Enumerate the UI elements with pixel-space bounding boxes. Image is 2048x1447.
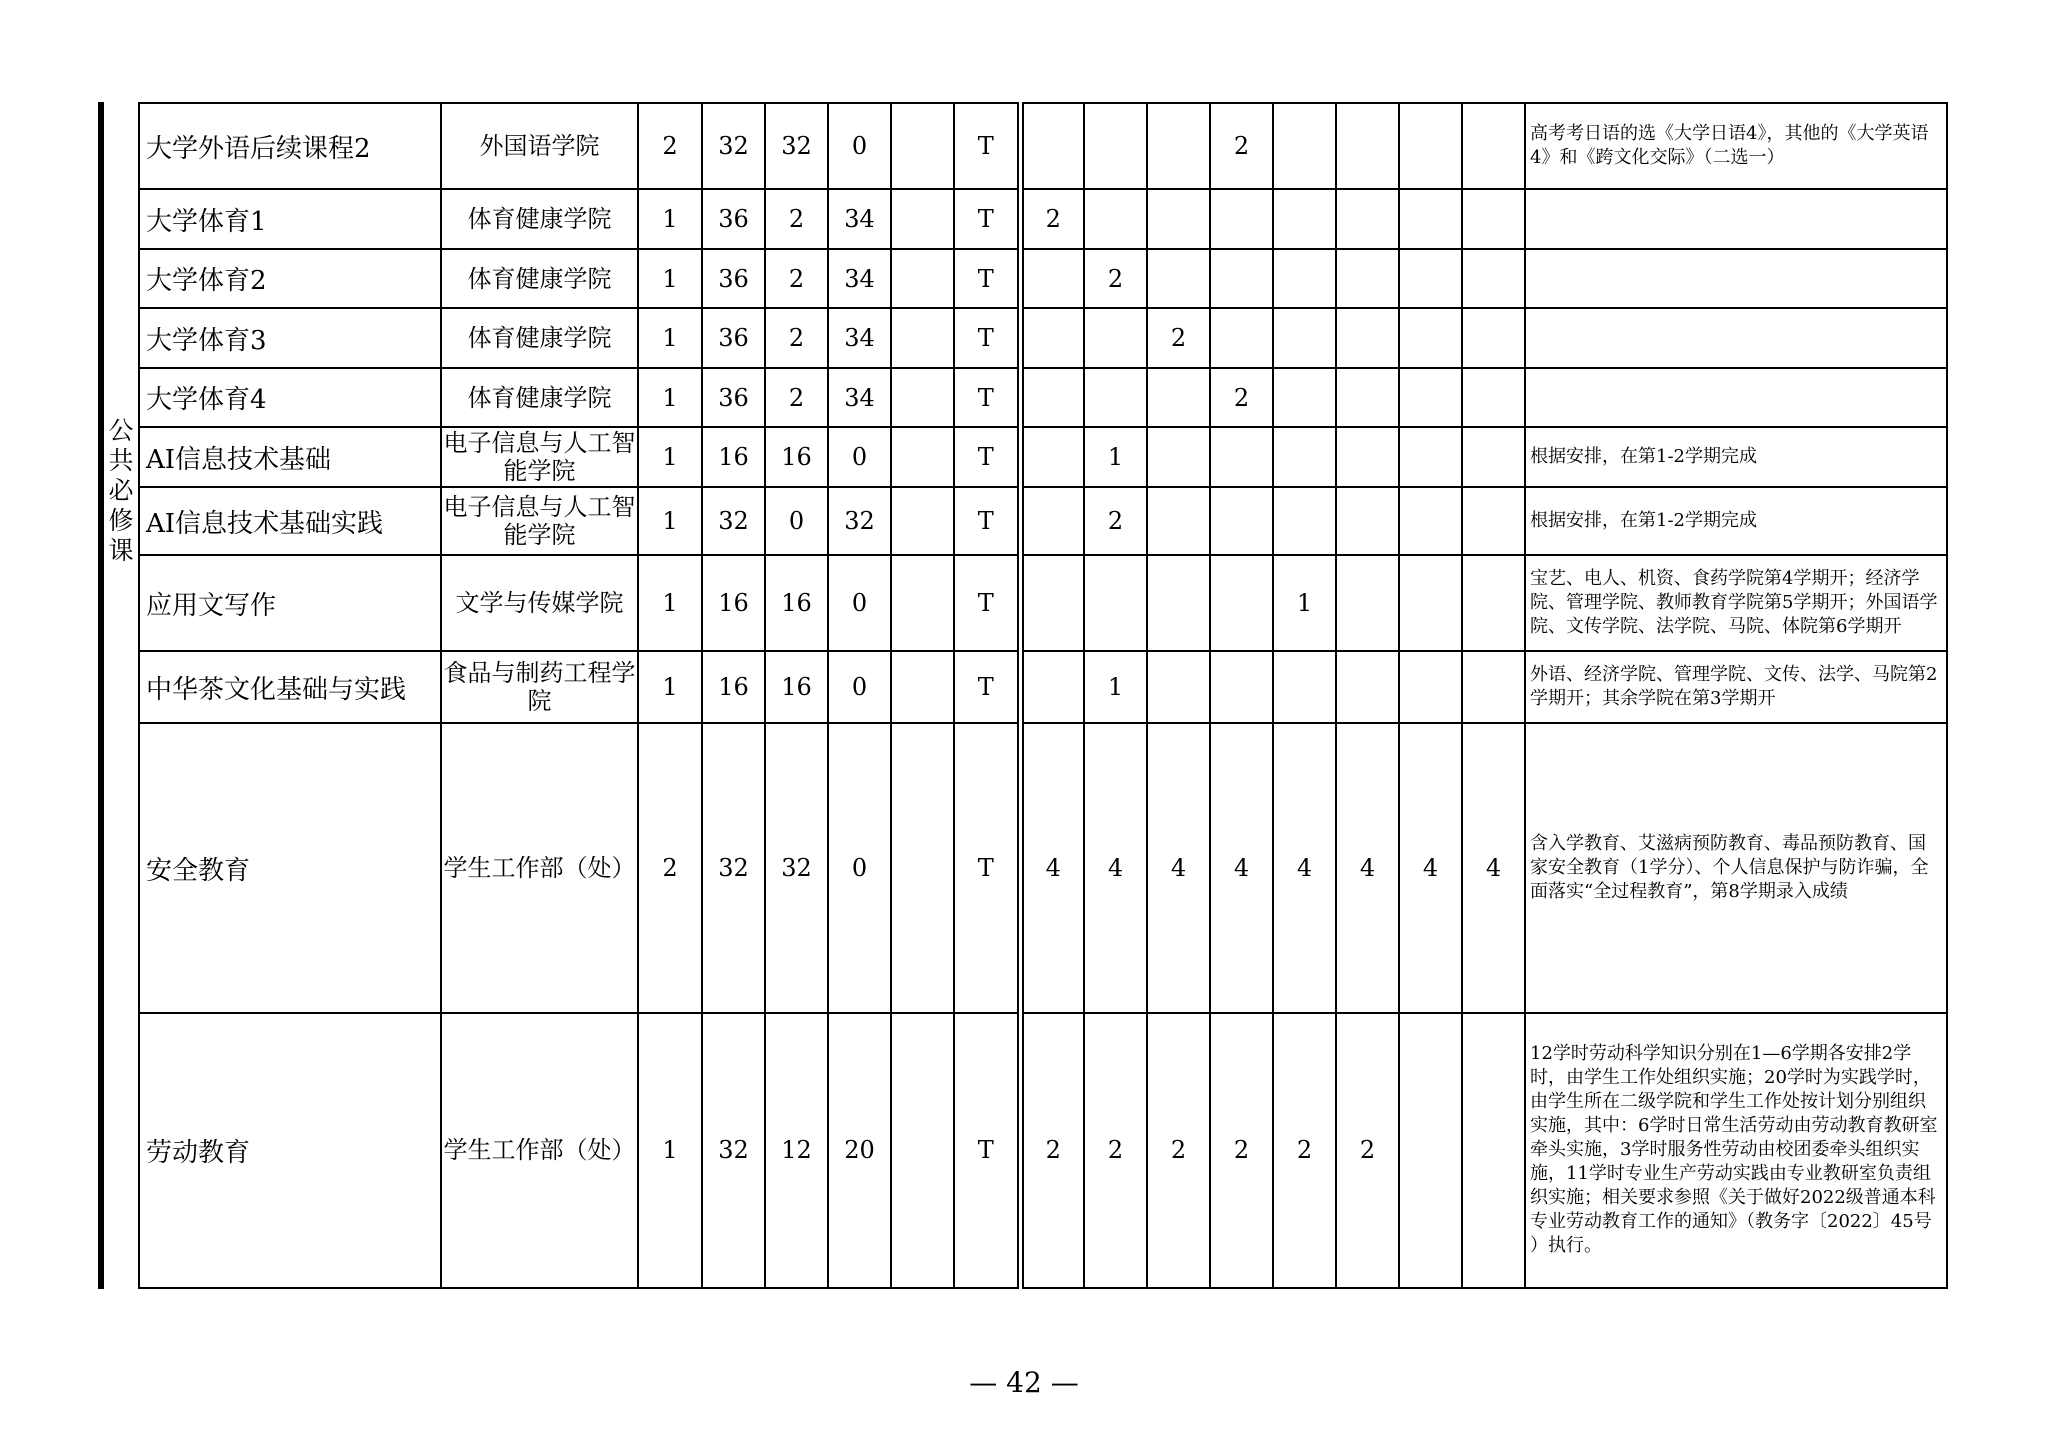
semester-cell bbox=[1147, 487, 1210, 555]
course-name-cell: 安全教育 bbox=[139, 723, 441, 1012]
semester-cell bbox=[1020, 427, 1084, 487]
semester-cell bbox=[1399, 249, 1462, 308]
semester-cell bbox=[1020, 249, 1084, 308]
semester-cell: 2 bbox=[1020, 1013, 1084, 1288]
semester-cell bbox=[1210, 189, 1273, 249]
note-cell bbox=[1525, 651, 1947, 723]
semester-cell bbox=[1210, 308, 1273, 368]
page-number: — 42 — bbox=[969, 1366, 1079, 1399]
course-name-cell: 大学体育2 bbox=[139, 249, 441, 308]
table-row bbox=[139, 189, 1947, 249]
semester-cell: 4 bbox=[1210, 723, 1273, 1012]
note-cell bbox=[1525, 189, 1947, 249]
semester-cell bbox=[1336, 555, 1399, 651]
semester-cell: 4 bbox=[1273, 723, 1336, 1012]
table-row bbox=[139, 427, 1947, 487]
exam-type-cell: T bbox=[954, 249, 1020, 308]
theory-hours-cell: 16 bbox=[765, 427, 828, 487]
semester-cell bbox=[1399, 308, 1462, 368]
credit-cell: 2 bbox=[638, 723, 702, 1012]
semester-cell bbox=[1462, 308, 1525, 368]
category-label: 公共必修课 bbox=[108, 416, 134, 565]
practice-hours-cell: 34 bbox=[828, 249, 891, 308]
semester-cell bbox=[1336, 368, 1399, 427]
semester-cell bbox=[1399, 103, 1462, 189]
practice-hours-cell: 0 bbox=[828, 427, 891, 487]
semester-cell: 4 bbox=[1399, 723, 1462, 1012]
semester-cell: 2 bbox=[1210, 103, 1273, 189]
table-row bbox=[139, 368, 1947, 427]
department-cell: 体育健康学院 bbox=[441, 249, 638, 308]
note-cell bbox=[1525, 487, 1947, 555]
table-row bbox=[139, 103, 1947, 189]
semester-cell bbox=[1273, 249, 1336, 308]
course-name-cell: 大学体育3 bbox=[139, 308, 441, 368]
note-text: 根据安排，在第1-2学期完成 bbox=[1530, 446, 1757, 468]
total-hours-cell: 16 bbox=[702, 427, 765, 487]
credit-cell: 1 bbox=[638, 651, 702, 723]
theory-hours-cell: 0 bbox=[765, 487, 828, 555]
theory-hours-cell: 32 bbox=[765, 723, 828, 1012]
note-cell bbox=[1525, 555, 1947, 651]
credit-cell: 1 bbox=[638, 555, 702, 651]
department-cell: 体育健康学院 bbox=[441, 189, 638, 249]
semester-cell bbox=[1399, 487, 1462, 555]
practice-hours-cell: 0 bbox=[828, 651, 891, 723]
semester-cell bbox=[1084, 189, 1147, 249]
exam-type-cell: T bbox=[954, 427, 1020, 487]
semester-cell bbox=[1020, 308, 1084, 368]
note-text: 外语、经济学院、管理学院、文传、法学、马院第2学期开；其余学院在第3学期开 bbox=[1530, 664, 1938, 710]
semester-cell bbox=[1399, 651, 1462, 723]
semester-cell bbox=[1399, 189, 1462, 249]
semester-cell bbox=[1399, 368, 1462, 427]
semester-cell bbox=[1147, 427, 1210, 487]
semester-cell bbox=[1336, 651, 1399, 723]
blank-cell bbox=[891, 427, 954, 487]
blank-cell bbox=[891, 249, 954, 308]
exam-type-cell: T bbox=[954, 1013, 1020, 1288]
course-name-cell: 大学体育1 bbox=[139, 189, 441, 249]
note-cell bbox=[1525, 368, 1947, 427]
exam-type-cell: T bbox=[954, 555, 1020, 651]
theory-hours-cell: 16 bbox=[765, 555, 828, 651]
course-name-cell: 中华茶文化基础与实践 bbox=[139, 651, 441, 723]
note-cell bbox=[1525, 103, 1947, 189]
exam-type-cell: T bbox=[954, 487, 1020, 555]
theory-hours-cell: 2 bbox=[765, 308, 828, 368]
note-text: 根据安排，在第1-2学期完成 bbox=[1530, 510, 1757, 532]
semester-cell: 2 bbox=[1336, 1013, 1399, 1288]
semester-cell bbox=[1084, 555, 1147, 651]
note-text: 宝艺、电人、机资、食药学院第4学期开；经济学院、管理学院、教师教育学院第5学期开；外国语学院、文传学院、法学院、马院、体院第6学期开 bbox=[1530, 568, 1938, 638]
note-text: 12学时劳动科学知识分别在1—6学期各安排2学时，由学生工作处组织实施；20学时为实践学时，由学生所在二级学院和学生工作处按计划分别组织实施，其中：6学时日常生活劳动由劳动教育教研室牵头实施，3学时服务性劳动由校团委牵头组织实施，11学时专业生产劳动实践由专业教研室负责组织实施；相关要求参照《关于做好2022级普通本科专业劳动教育工作的通知》（教务字〔2022〕45号 ）执行。 bbox=[1530, 1043, 1938, 1257]
credit-cell: 1 bbox=[638, 1013, 702, 1288]
course-name-cell: AI信息技术基础实践 bbox=[139, 487, 441, 555]
semester-cell bbox=[1399, 555, 1462, 651]
semester-cell bbox=[1210, 555, 1273, 651]
semester-cell bbox=[1210, 249, 1273, 308]
semester-cell bbox=[1210, 651, 1273, 723]
blank-cell bbox=[891, 487, 954, 555]
blank-cell bbox=[891, 189, 954, 249]
semester-cell bbox=[1399, 427, 1462, 487]
total-hours-cell: 32 bbox=[702, 723, 765, 1012]
blank-cell bbox=[891, 308, 954, 368]
semester-cell bbox=[1273, 368, 1336, 427]
semester-cell bbox=[1020, 487, 1084, 555]
department-cell: 文学与传媒学院 bbox=[441, 555, 638, 651]
credit-cell: 1 bbox=[638, 308, 702, 368]
total-hours-cell: 32 bbox=[702, 487, 765, 555]
semester-cell bbox=[1462, 189, 1525, 249]
total-hours-cell: 16 bbox=[702, 555, 765, 651]
blank-cell bbox=[891, 723, 954, 1012]
semester-cell bbox=[1462, 427, 1525, 487]
semester-cell bbox=[1084, 368, 1147, 427]
credit-cell: 1 bbox=[638, 487, 702, 555]
blank-cell bbox=[891, 555, 954, 651]
semester-cell bbox=[1462, 651, 1525, 723]
semester-cell bbox=[1210, 487, 1273, 555]
semester-cell bbox=[1336, 308, 1399, 368]
blank-cell bbox=[891, 1013, 954, 1288]
semester-cell: 2 bbox=[1020, 189, 1084, 249]
semester-cell: 4 bbox=[1336, 723, 1399, 1012]
note-cell bbox=[1525, 249, 1947, 308]
note-cell bbox=[1525, 308, 1947, 368]
semester-cell bbox=[1147, 189, 1210, 249]
total-hours-cell: 36 bbox=[702, 189, 765, 249]
semester-cell: 4 bbox=[1084, 723, 1147, 1012]
semester-cell bbox=[1336, 249, 1399, 308]
semester-cell: 1 bbox=[1084, 651, 1147, 723]
note-text: 含入学教育、艾滋病预防教育、毒品预防教育、国家安全教育（1学分）、个人信息保护与防诈骗，全面落实“全过程教育”，第8学期录入成绩 bbox=[1530, 833, 1929, 903]
semester-cell bbox=[1462, 555, 1525, 651]
theory-hours-cell: 2 bbox=[765, 189, 828, 249]
table-row bbox=[139, 1013, 1947, 1288]
practice-hours-cell: 20 bbox=[828, 1013, 891, 1288]
semester-cell bbox=[1462, 1013, 1525, 1288]
semester-cell bbox=[1147, 555, 1210, 651]
exam-type-cell: T bbox=[954, 308, 1020, 368]
department-cell: 体育健康学院 bbox=[441, 368, 638, 427]
exam-type-cell: T bbox=[954, 651, 1020, 723]
semester-cell bbox=[1462, 487, 1525, 555]
semester-cell bbox=[1273, 651, 1336, 723]
semester-cell: 2 bbox=[1273, 1013, 1336, 1288]
semester-cell bbox=[1084, 103, 1147, 189]
semester-cell: 2 bbox=[1084, 249, 1147, 308]
practice-hours-cell: 34 bbox=[828, 189, 891, 249]
practice-hours-cell: 0 bbox=[828, 103, 891, 189]
table-row bbox=[139, 249, 1947, 308]
department-cell: 电子信息与人工智能学院 bbox=[441, 487, 638, 555]
note-cell bbox=[1525, 723, 1947, 1012]
department-cell: 电子信息与人工智能学院 bbox=[441, 427, 638, 487]
semester-cell bbox=[1147, 249, 1210, 308]
credit-cell: 1 bbox=[638, 368, 702, 427]
course-name-cell: 大学体育4 bbox=[139, 368, 441, 427]
semester-cell: 2 bbox=[1084, 1013, 1147, 1288]
semester-cell bbox=[1273, 308, 1336, 368]
credit-cell: 1 bbox=[638, 427, 702, 487]
credit-cell: 1 bbox=[638, 249, 702, 308]
semester-cell bbox=[1336, 189, 1399, 249]
course-name-cell: 大学外语后续课程2 bbox=[139, 103, 441, 189]
blank-cell bbox=[891, 651, 954, 723]
theory-hours-cell: 16 bbox=[765, 651, 828, 723]
department-cell: 体育健康学院 bbox=[441, 308, 638, 368]
course-name-cell: AI信息技术基础 bbox=[139, 427, 441, 487]
total-hours-cell: 32 bbox=[702, 103, 765, 189]
department-cell: 学生工作部（处） bbox=[441, 1013, 638, 1288]
semester-cell bbox=[1084, 308, 1147, 368]
exam-type-cell: T bbox=[954, 189, 1020, 249]
semester-cell bbox=[1020, 651, 1084, 723]
table-row bbox=[139, 723, 1947, 1012]
practice-hours-cell: 34 bbox=[828, 368, 891, 427]
course-name-cell: 应用文写作 bbox=[139, 555, 441, 651]
semester-cell: 2 bbox=[1210, 1013, 1273, 1288]
practice-hours-cell: 32 bbox=[828, 487, 891, 555]
semester-cell bbox=[1336, 487, 1399, 555]
semester-cell bbox=[1147, 368, 1210, 427]
semester-cell bbox=[1147, 651, 1210, 723]
course-name-cell: 劳动教育 bbox=[139, 1013, 441, 1288]
semester-cell bbox=[1210, 427, 1273, 487]
semester-cell bbox=[1336, 427, 1399, 487]
table-row bbox=[139, 308, 1947, 368]
semester-cell bbox=[1462, 103, 1525, 189]
blank-cell bbox=[891, 368, 954, 427]
semester-cell: 2 bbox=[1210, 368, 1273, 427]
exam-type-cell: T bbox=[954, 368, 1020, 427]
semester-cell bbox=[1462, 249, 1525, 308]
total-hours-cell: 36 bbox=[702, 368, 765, 427]
semester-cell: 4 bbox=[1462, 723, 1525, 1012]
total-hours-cell: 32 bbox=[702, 1013, 765, 1288]
semester-cell bbox=[1273, 189, 1336, 249]
semester-cell: 1 bbox=[1084, 427, 1147, 487]
table-row bbox=[139, 487, 1947, 555]
theory-hours-cell: 2 bbox=[765, 249, 828, 308]
table-row bbox=[139, 651, 1947, 723]
semester-cell: 4 bbox=[1020, 723, 1084, 1012]
course-table bbox=[138, 102, 1948, 1289]
total-hours-cell: 16 bbox=[702, 651, 765, 723]
note-cell bbox=[1525, 1013, 1947, 1288]
semester-cell bbox=[1336, 103, 1399, 189]
semester-cell bbox=[1273, 103, 1336, 189]
note-cell bbox=[1525, 427, 1947, 487]
theory-hours-cell: 2 bbox=[765, 368, 828, 427]
semester-cell bbox=[1147, 103, 1210, 189]
credit-cell: 2 bbox=[638, 103, 702, 189]
semester-cell bbox=[1273, 487, 1336, 555]
semester-cell bbox=[1273, 427, 1336, 487]
semester-cell bbox=[1399, 1013, 1462, 1288]
blank-cell bbox=[891, 103, 954, 189]
total-hours-cell: 36 bbox=[702, 249, 765, 308]
table-row bbox=[139, 555, 1947, 651]
note-text: 高考考日语的选《大学日语4》，其他的《大学英语4》和《跨文化交际》（二选一） bbox=[1530, 123, 1929, 169]
practice-hours-cell: 0 bbox=[828, 723, 891, 1012]
practice-hours-cell: 34 bbox=[828, 308, 891, 368]
semester-cell bbox=[1020, 368, 1084, 427]
total-hours-cell: 36 bbox=[702, 308, 765, 368]
theory-hours-cell: 32 bbox=[765, 103, 828, 189]
semester-cell bbox=[1462, 368, 1525, 427]
exam-type-cell: T bbox=[954, 103, 1020, 189]
theory-hours-cell: 12 bbox=[765, 1013, 828, 1288]
left-border-bar bbox=[98, 102, 104, 1289]
department-cell: 学生工作部（处） bbox=[441, 723, 638, 1012]
semester-cell: 2 bbox=[1147, 1013, 1210, 1288]
department-cell: 外国语学院 bbox=[441, 103, 638, 189]
practice-hours-cell: 0 bbox=[828, 555, 891, 651]
semester-cell: 2 bbox=[1147, 308, 1210, 368]
credit-cell: 1 bbox=[638, 189, 702, 249]
exam-type-cell: T bbox=[954, 723, 1020, 1012]
semester-cell: 1 bbox=[1273, 555, 1336, 651]
semester-cell bbox=[1020, 555, 1084, 651]
department-cell: 食品与制药工程学院 bbox=[441, 651, 638, 723]
semester-cell: 4 bbox=[1147, 723, 1210, 1012]
semester-cell bbox=[1020, 103, 1084, 189]
semester-cell: 2 bbox=[1084, 487, 1147, 555]
